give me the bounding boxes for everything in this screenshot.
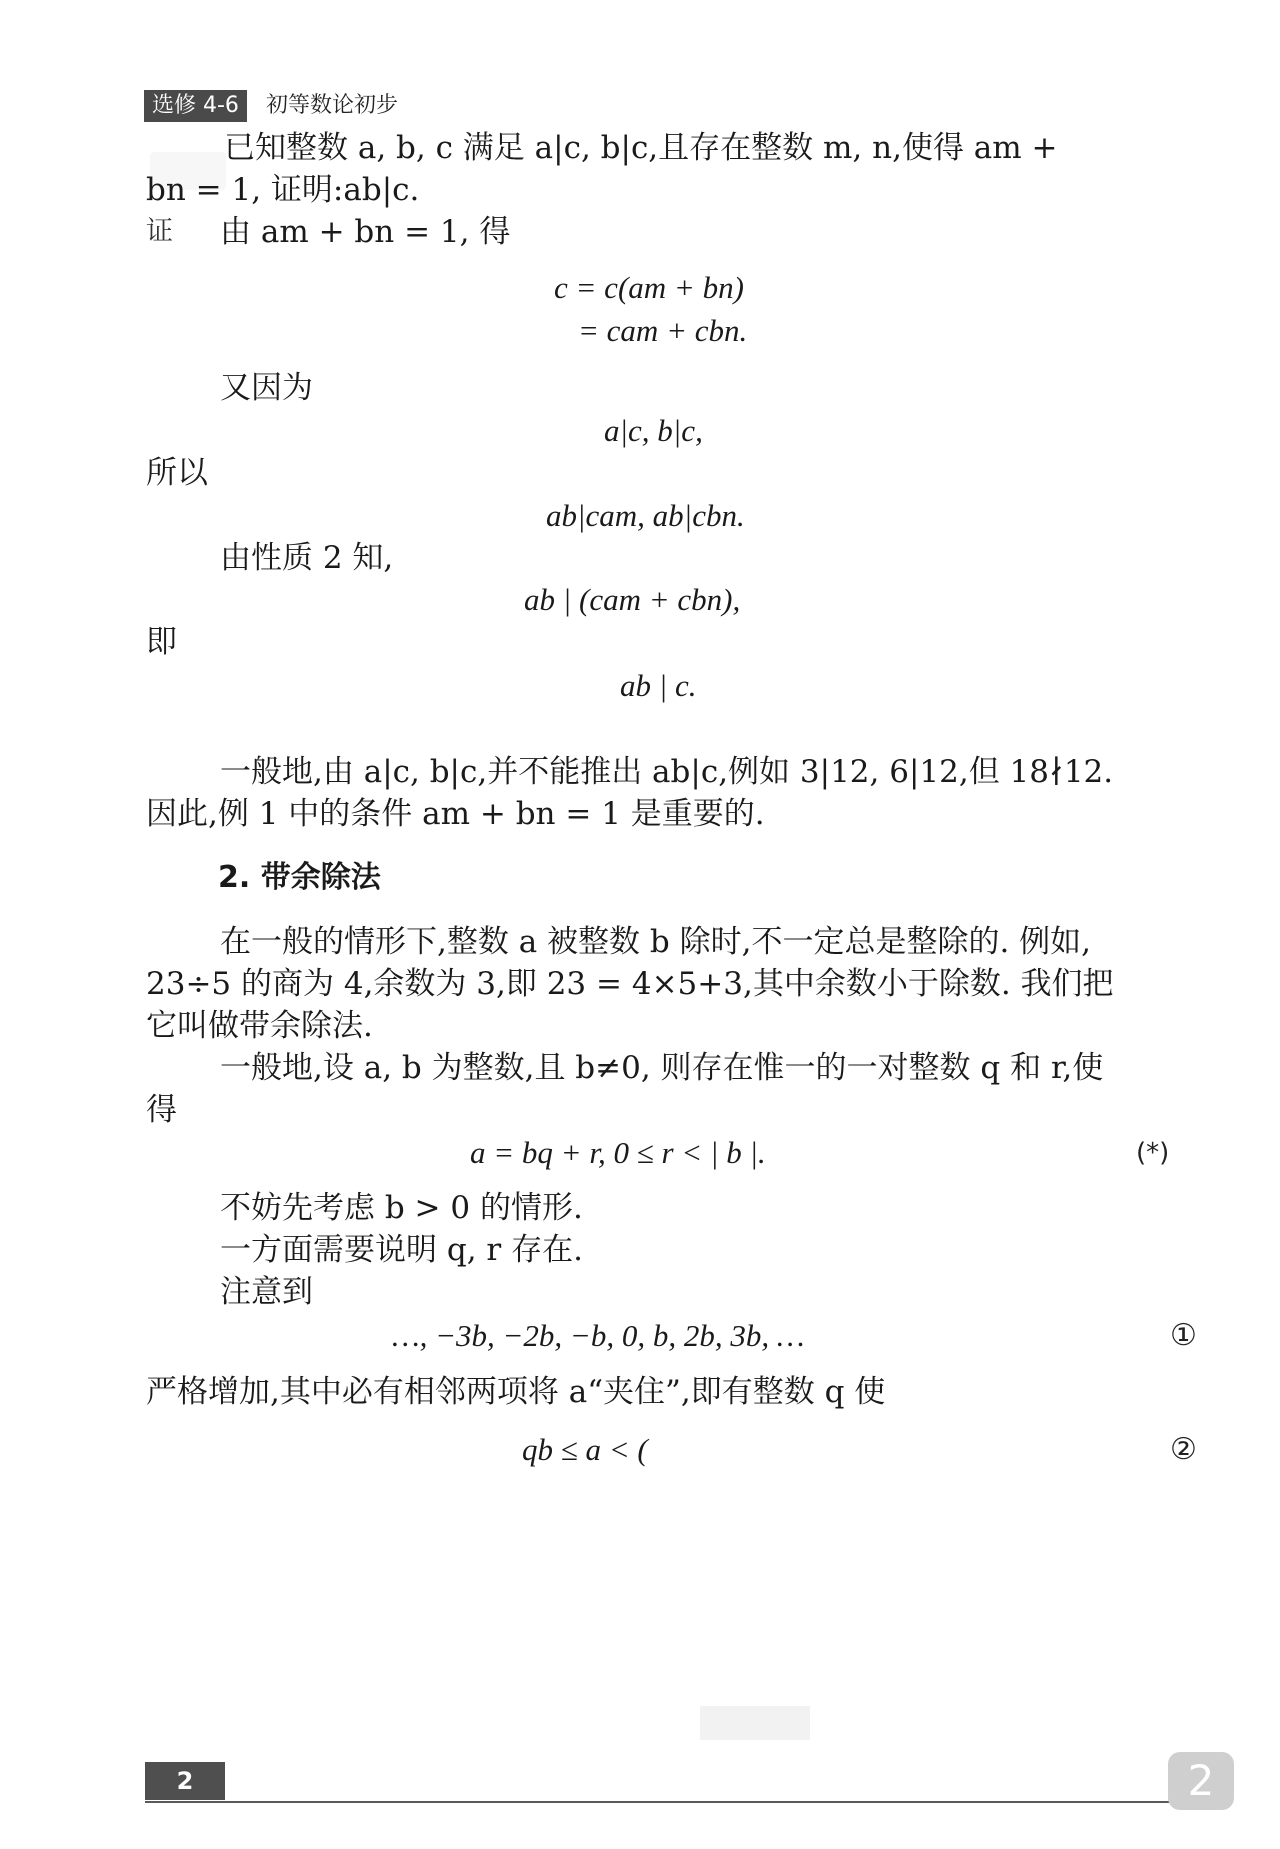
proof-intro: 由 am + bn = 1, 得 bbox=[220, 214, 511, 250]
remark-line-1: 一般地,由 a|c, b|c,并不能推出 ab|c,例如 3|12, 6|12,但 18∤12. bbox=[220, 754, 1114, 790]
equation-ab-sum: ab | (cam + cbn), bbox=[524, 582, 741, 617]
multiples-sequence: …, −3b, −2b, −b, 0, b, 2b, 3b, … bbox=[392, 1318, 805, 1353]
paragraph-1-line-2: 23÷5 的商为 4,余数为 3,即 23 = 4×5+3,其中余数小于除数. 我们把 bbox=[146, 966, 1114, 1002]
equation-c-result: = cam + cbn. bbox=[578, 313, 748, 348]
page-number: 2 bbox=[145, 1762, 225, 1800]
equation-conclusion: ab | c. bbox=[620, 668, 697, 703]
footer-rule bbox=[145, 1801, 1200, 1803]
paragraph-2-line-2: 得 bbox=[146, 1092, 177, 1128]
paragraph-1-line-3: 它叫做带余除法. bbox=[146, 1008, 373, 1044]
equation-divides: a|c, b|c, bbox=[604, 413, 703, 448]
section-heading: 2. 带余除法 bbox=[218, 860, 381, 895]
equation-tag-2: ② bbox=[1170, 1432, 1197, 1467]
paragraph-4: 一方面需要说明 q, r 存在. bbox=[220, 1232, 583, 1268]
paragraph-2-line-1: 一般地,设 a, b 为整数,且 b≠0, 则存在惟一的一对整数 q 和 r,使 bbox=[220, 1050, 1104, 1086]
paragraph-3: 不妨先考虑 b > 0 的情形. bbox=[220, 1190, 583, 1226]
proof-label: 证 bbox=[146, 216, 173, 247]
proof-by-property: 由性质 2 知, bbox=[220, 540, 394, 576]
covered-area bbox=[700, 1706, 810, 1740]
equation-c-expand: c = c(am + bn) bbox=[554, 270, 744, 305]
equation-tag-1: ① bbox=[1170, 1318, 1197, 1353]
equation-ab-divides: ab|cam, ab|cbn. bbox=[546, 498, 745, 533]
proof-because: 又因为 bbox=[220, 370, 313, 406]
chapter-title: 初等数论初步 bbox=[266, 93, 399, 118]
chapter-tag: 选修 4-6 bbox=[144, 90, 247, 122]
inequality-q: qb ≤ a < ( bbox=[522, 1432, 648, 1467]
example-line-1: 已知整数 a, b, c 满足 a|c, b|c,且存在整数 m, n,使得 am + bbox=[224, 130, 1058, 166]
division-equation: a = bq + r, 0 ≤ r < | b |. bbox=[470, 1135, 766, 1170]
proof-therefore: 所以 bbox=[146, 455, 208, 491]
equation-tag-star: (*) bbox=[1136, 1138, 1170, 1168]
page-indicator-badge: 2 bbox=[1168, 1752, 1234, 1810]
proof-ie: 即 bbox=[146, 624, 177, 660]
remark-line-2: 因此,例 1 中的条件 am + bn = 1 是重要的. bbox=[146, 796, 765, 832]
paragraph-1-line-1: 在一般的情形下,整数 a 被整数 b 除时,不一定总是整除的. 例如, bbox=[220, 924, 1092, 960]
example-line-2: bn = 1, 证明:ab|c. bbox=[146, 172, 420, 208]
paragraph-6: 严格增加,其中必有相邻两项将 a“夹住”,即有整数 q 使 bbox=[146, 1374, 886, 1410]
paragraph-5: 注意到 bbox=[220, 1274, 313, 1310]
